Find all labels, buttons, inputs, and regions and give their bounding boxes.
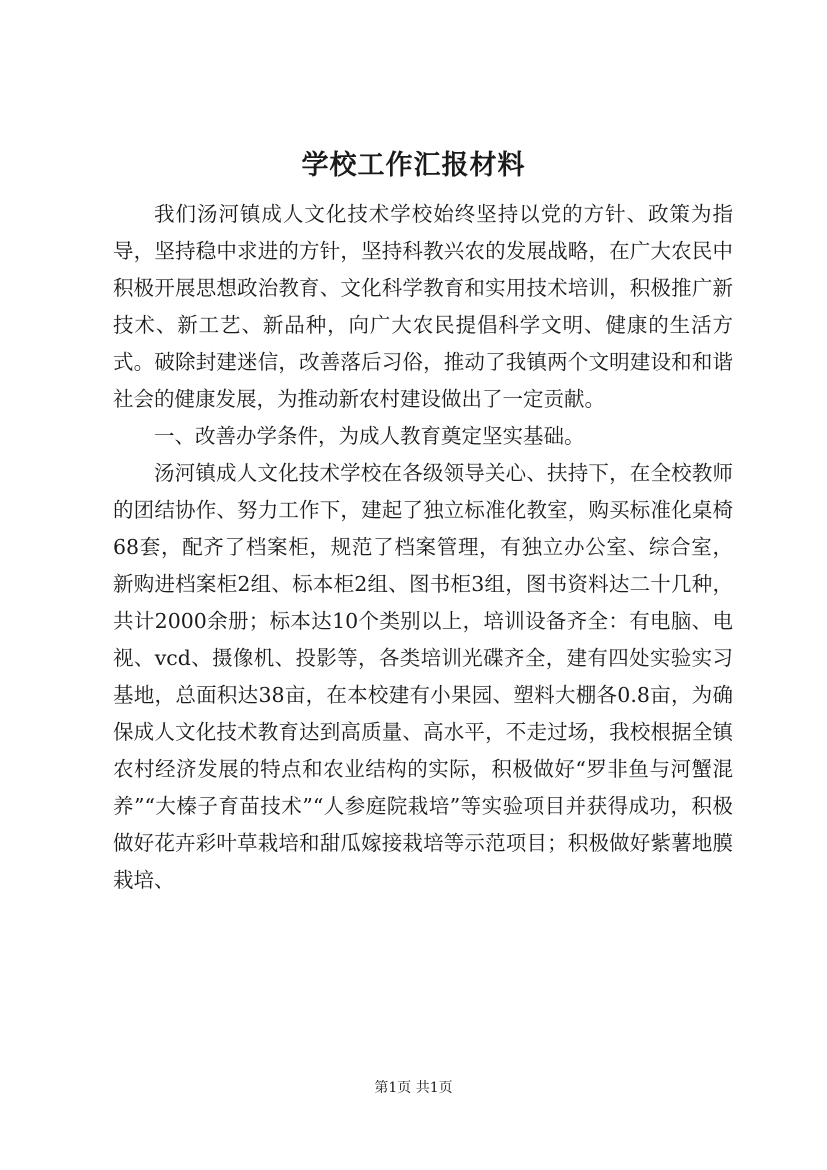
document-title: 学校工作汇报材料 [301,150,526,181]
page-number-footer: 第1页 共1页 [374,1080,453,1096]
document-body [113,196,733,899]
paragraph-intro: 我们汤河镇成人文化技术学校始终坚持以党的方针、政策为指导，坚持稳中求进的方针，坚持科教兴农的发展战略，在广大农民中积极开展思想政治教育、文化科学教育和实用技术培训，积极推广新技术、新工艺、新品种，向广大农民提倡科学文明、健康的生活方式。破除封建迷信，改善落后习俗，推动了我镇两个文明建设和和谐社会的健康发展，为推动新农村建设做出了一定贡献。 [113,202,733,411]
paragraph-school-conditions: 汤河镇成人文化技术学校在各级领导关心、扶持下，在全校教师的团结协作、努力工作下，建起了独立标准化教室，购买标准化桌椅68套，配齐了档案柜，规范了档案管理，有独立办公室、综合室，新购进档案柜2组、标本柜2组、图书柜3组，图书资料达二十几种，共计2000余册；标本达10个类别以上，培训设备齐全：有电脑、电视、vcd、摄像机、投影等，各类培训光碟齐全，建有四处实验实习基地，总面积达38亩，在本校建有小果园、塑料大棚各0.8亩，为确保成人文化技术教育达到高质量、高水平，不走过场，我校根据全镇农村经济发展的特点和农业结构的实际，积极做好“罗非鱼与河蟹混养”“大榛子育苗技术”“人参庭院栽培”等实验项目并获得成功，积极做好花卉彩叶草栽培和甜瓜嫁接栽培等示范项目；积极做好紫薯地膜栽培、 [113,461,733,892]
paragraph-section-heading: 一、改善办学条件，为成人教育奠定坚实基础。 [154,424,585,448]
